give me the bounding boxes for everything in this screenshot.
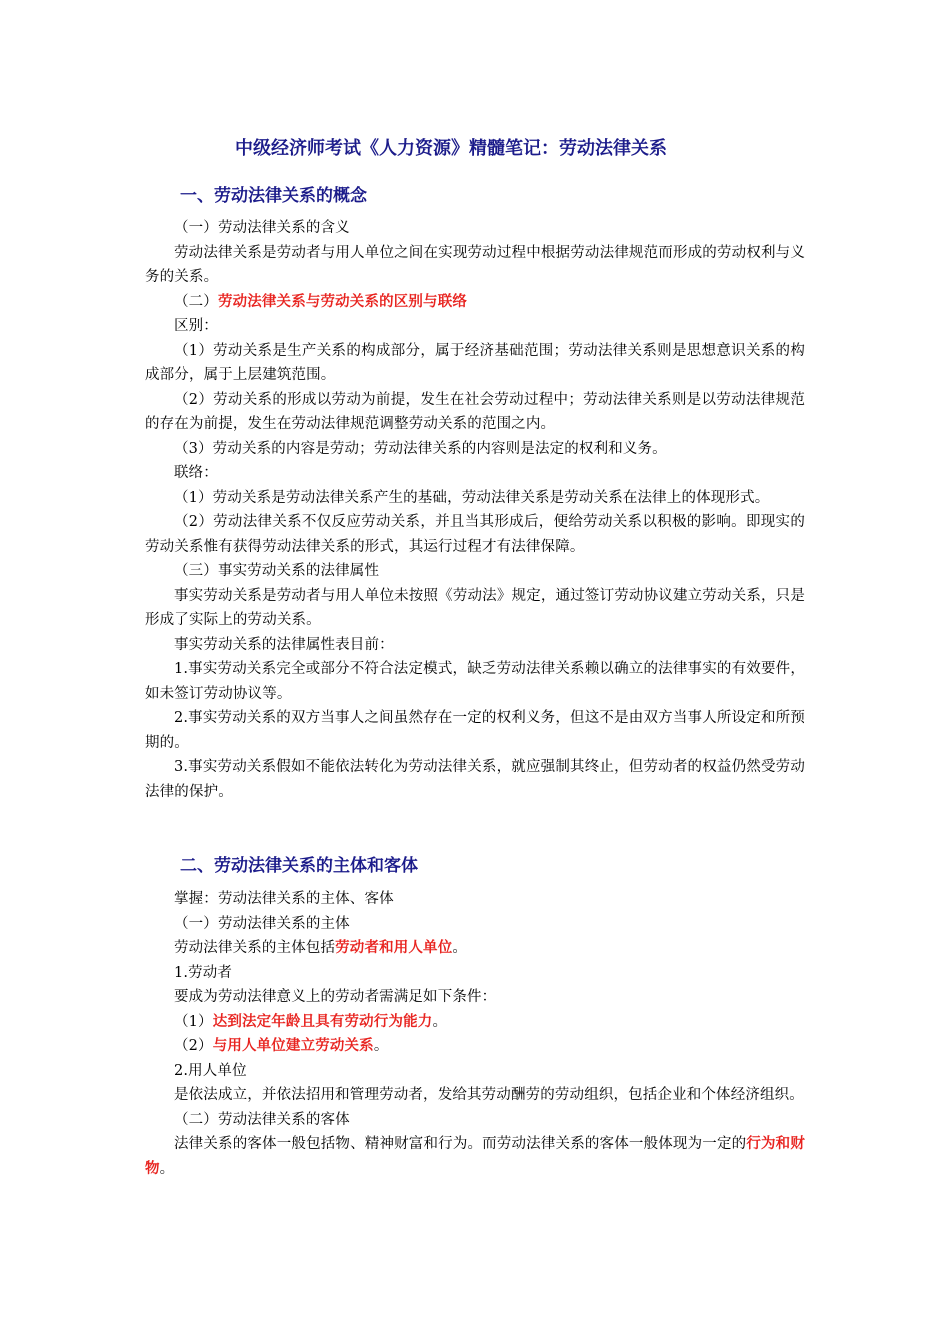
- paragraph: 3.事实劳动关系假如不能依法转化为劳动法律关系，就应强制其终止，但劳动者的权益仍然受劳动法律的保护。: [145, 759, 805, 800]
- paragraph: [145, 1034, 805, 1059]
- paragraph-suffix: 。: [452, 940, 468, 956]
- paragraph: （2）劳动关系的形成以劳动为前提，发生在社会劳动过程中；劳动法律关系则是以劳动法律规范的存在为前提，发生在劳动法律规范调整劳动关系的范围之内。: [145, 391, 805, 432]
- paragraph: （一）劳动法律关系的含义: [174, 220, 350, 236]
- paragraph: 掌握：劳动法律关系的主体、客体: [174, 891, 394, 907]
- paragraph: 要成为劳动法律意义上的劳动者需满足如下条件：: [174, 989, 497, 1005]
- paragraph: 2.用人单位: [174, 1062, 247, 1079]
- paragraph: （一）劳动法律关系的主体: [174, 915, 350, 932]
- paragraph: 事实劳动关系是劳动者与用人单位未按照《劳动法》规定，通过签订劳动协议建立劳动关系，只是形成了实际上的劳动关系。: [145, 587, 805, 628]
- paragraph-prefix: （二）: [174, 293, 218, 310]
- paragraph: （1）劳动关系是生产关系的构成部分，属于经济基础范围；劳动法律关系则是思想意识关系的构成部分，属于上层建筑范围。: [145, 342, 805, 383]
- section-body-subject-object: [145, 887, 805, 1181]
- paragraph: （3）劳动关系的内容是劳动；劳动法律关系的内容则是法定的权利和义务。: [174, 440, 667, 457]
- paragraph-prefix: （1）: [174, 1013, 213, 1030]
- paragraph: 2.事实劳动关系的双方当事人之间虽然存在一定的权利义务，但这不是由双方当事人所设定和所预期的。: [145, 710, 805, 751]
- paragraph-prefix: 法律关系的客体一般包括物、精神财富和行为。而劳动法律关系的客体一般体现为一定的: [174, 1136, 747, 1152]
- paragraph: 区别：: [174, 318, 218, 334]
- paragraph: [145, 290, 805, 315]
- document-title: 中级经济师考试《人力资源》精髓笔记：劳动法律关系: [235, 138, 667, 159]
- highlighted-text: 劳动法律关系与劳动关系的区别与联络: [217, 293, 468, 310]
- paragraph: （2）劳动法律关系不仅反应劳动关系，并且当其形成后，便给劳动关系以积极的影响。即现实的劳动关系惟有获得劳动法律关系的形式，其运行过程才有法律保障。: [145, 514, 805, 555]
- section-body-concept: [145, 216, 805, 804]
- paragraph: 事实劳动关系的法律属性表目前：: [174, 636, 394, 653]
- paragraph: [145, 936, 805, 961]
- highlighted-text: 行为和财物: [145, 1136, 805, 1177]
- paragraph: 是依法成立，并依法招用和管理劳动者，发给其劳动酬劳的劳动组织，包括企业和个体经济组织。: [174, 1087, 804, 1103]
- paragraph: [145, 1132, 805, 1181]
- paragraph-suffix: 。: [159, 1160, 175, 1177]
- paragraph: 1.事实劳动关系完全或部分不符合法定模式，缺乏劳动法律关系赖以确立的法律事实的有效要件，如未签订劳动协议等。: [145, 661, 805, 702]
- paragraph: [145, 1010, 805, 1035]
- paragraph-suffix: 。: [373, 1038, 389, 1054]
- paragraph-suffix: 。: [432, 1013, 448, 1030]
- paragraph: 劳动法律关系是劳动者与用人单位之间在实现劳动过程中根据劳动法律规范而形成的劳动权利与义务的关系。: [145, 244, 805, 285]
- section-heading-subject-object: 二、劳动法律关系的主体和客体: [180, 856, 418, 876]
- paragraph: （1）劳动关系是劳动法律关系产生的基础，劳动法律关系是劳动关系在法律上的体现形式。: [174, 489, 770, 506]
- paragraph-prefix: 劳动法律关系的主体包括: [174, 940, 336, 956]
- highlighted-text: 达到法定年龄且具有劳动行为能力: [212, 1013, 433, 1030]
- paragraph: 联络：: [174, 465, 218, 481]
- paragraph: （二）劳动法律关系的客体: [174, 1111, 350, 1128]
- highlighted-text: 劳动者和用人单位: [335, 940, 453, 956]
- highlighted-text: 与用人单位建立劳动关系: [212, 1038, 374, 1054]
- section-heading-concept: 一、劳动法律关系的概念: [180, 186, 367, 206]
- paragraph: 1.劳动者: [174, 964, 233, 981]
- paragraph: （三）事实劳动关系的法律属性: [174, 563, 380, 579]
- paragraph-prefix: （2）: [174, 1038, 213, 1054]
